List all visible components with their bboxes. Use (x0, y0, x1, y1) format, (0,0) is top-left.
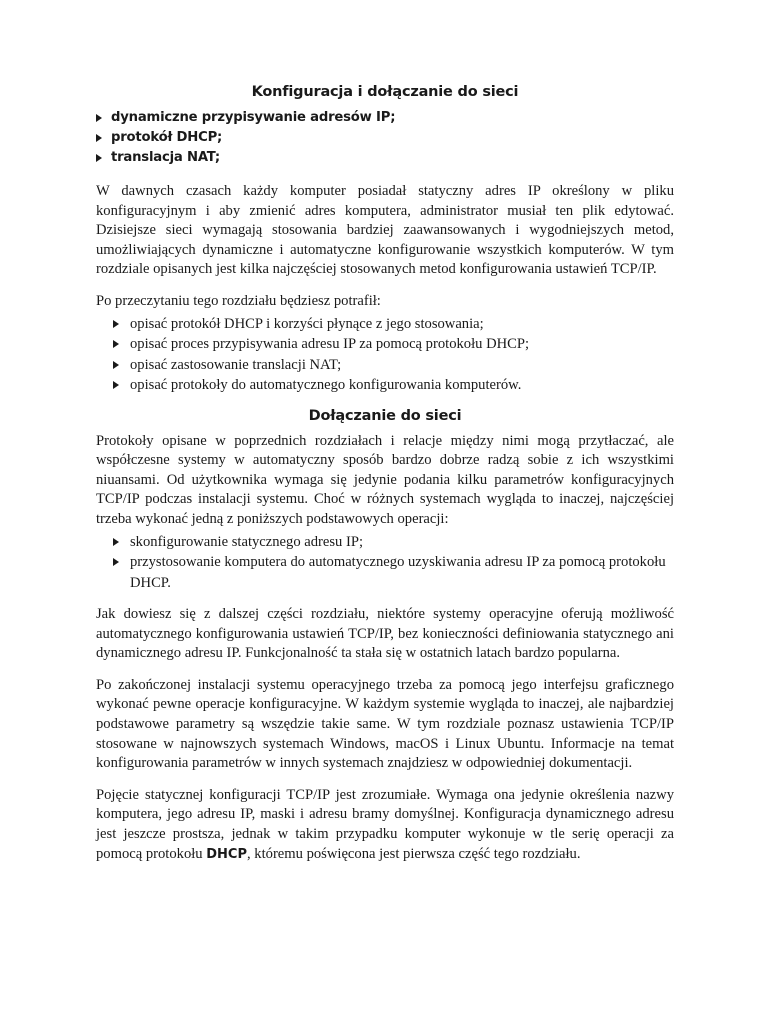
goal-item: opisać zastosowanie translacji NAT; (110, 355, 674, 376)
goal-item: opisać proces przypisywania adresu IP za pomocą protokołu DHCP; (110, 334, 674, 355)
dhcp-keyword: DHCP (206, 846, 247, 862)
goal-item: opisać protokół DHCP i korzyści płynące z jego stosowania; (110, 314, 674, 335)
chapter-title: Konfiguracja i dołączanie do sieci (251, 84, 519, 100)
topic-item: protokół DHCP; (96, 128, 674, 148)
operation-item: skonfigurowanie statycznego adresu IP; (110, 532, 674, 553)
auto-config-paragraph: Jak dowiesz się z dalszej części rozdziału, niektóre systemy operacyjne oferują możliwość automatycznego konfigurowania ustawień TCP/IP, bez konieczności definiowania statycznego ani dynamicznego adresu IP. Funkcjonalność ta stała się w ostatnich latach bardzo popularna. (96, 606, 674, 662)
topic-item: translacja NAT; (96, 148, 674, 168)
static-config-paragraph (96, 786, 674, 864)
goal-item: opisać protokoły do automatycznego konfigurowania komputerów. (110, 375, 674, 396)
install-paragraph: Po zakończonej instalacji systemu operacyjnego trzeba za pomocą jego interfejsu graficznego wykonać pewne operacje konfiguracyjne. W każdym systemie wygląda to inaczej, ale najbardziej podstawowe parametry są wszędzie takie same. W tym rozdziale poznasz ustawienia TCP/IP stosowane w najnowszych systemach Windows, macOS i Linux Ubuntu. Informacje na temat konfigurowania parametrów w innych systemach znajdziesz w odpowiedniej dokumentacji. (96, 676, 674, 772)
document-page (96, 84, 674, 876)
protocols-paragraph: Protokoły opisane w poprzednich rozdziałach i relacje między nimi mogą przytłaczać, ale współczesne systemy w automatyczny sposób bardzo dobrze radzą sobie z ich wszystkimi niuansami. Od użytkownika wymaga się jedynie podania kilku parametrów konfiguracyjnych TCP/IP podczas instalacji systemu. Choć w różnych systemach wygląda to inaczej, najczęściej trzeba wykonać jedną z poniższych podstawowych operacji: (96, 432, 674, 527)
operations-list (96, 532, 674, 594)
static-text-before: Pojęcie statycznej konfiguracji TCP/IP jest zrozumiałe. Wymaga ona jedynie określenia nazwy komputera, jego adresu IP, maski i adresu bramy domyślnej. Konfiguracja dynamicznego adresu jest jeszcze prostsza, jednak w takim przypadku komputer wykonuje w tle serię operacji za pomocą protokołu (96, 786, 674, 862)
section-title: Dołączanie do sieci (308, 407, 462, 424)
goals-list (96, 314, 674, 396)
intro-paragraph: W dawnych czasach każdy komputer posiadał statyczny adres IP określony w pliku konfiguracyjnym i aby zmienić adres komputera, administrator musiał ten plik edytować. Dzisiejsze sieci wymagają stosowania bardziej zaawansowanych i wygodniejszych metod, umożliwiających dynamiczne i automatyczne konfigurowanie wszystkich komputerów. W tym rozdziale opisanych jest kilka najczęściej stosowanych metod konfigurowania ustawień TCP/IP. (96, 183, 674, 278)
goals-intro: Po przeczytaniu tego rozdziału będziesz potrafił: (96, 292, 381, 309)
static-text-after: , któremu poświęcona jest pierwsza część tego rozdziału. (247, 845, 581, 862)
topic-item: dynamiczne przypisywanie adresów IP; (96, 108, 674, 128)
operation-item: przystosowanie komputera do automatycznego uzyskiwania adresu IP za pomocą protokołu DHCP. (110, 552, 674, 593)
topic-list (96, 108, 674, 168)
